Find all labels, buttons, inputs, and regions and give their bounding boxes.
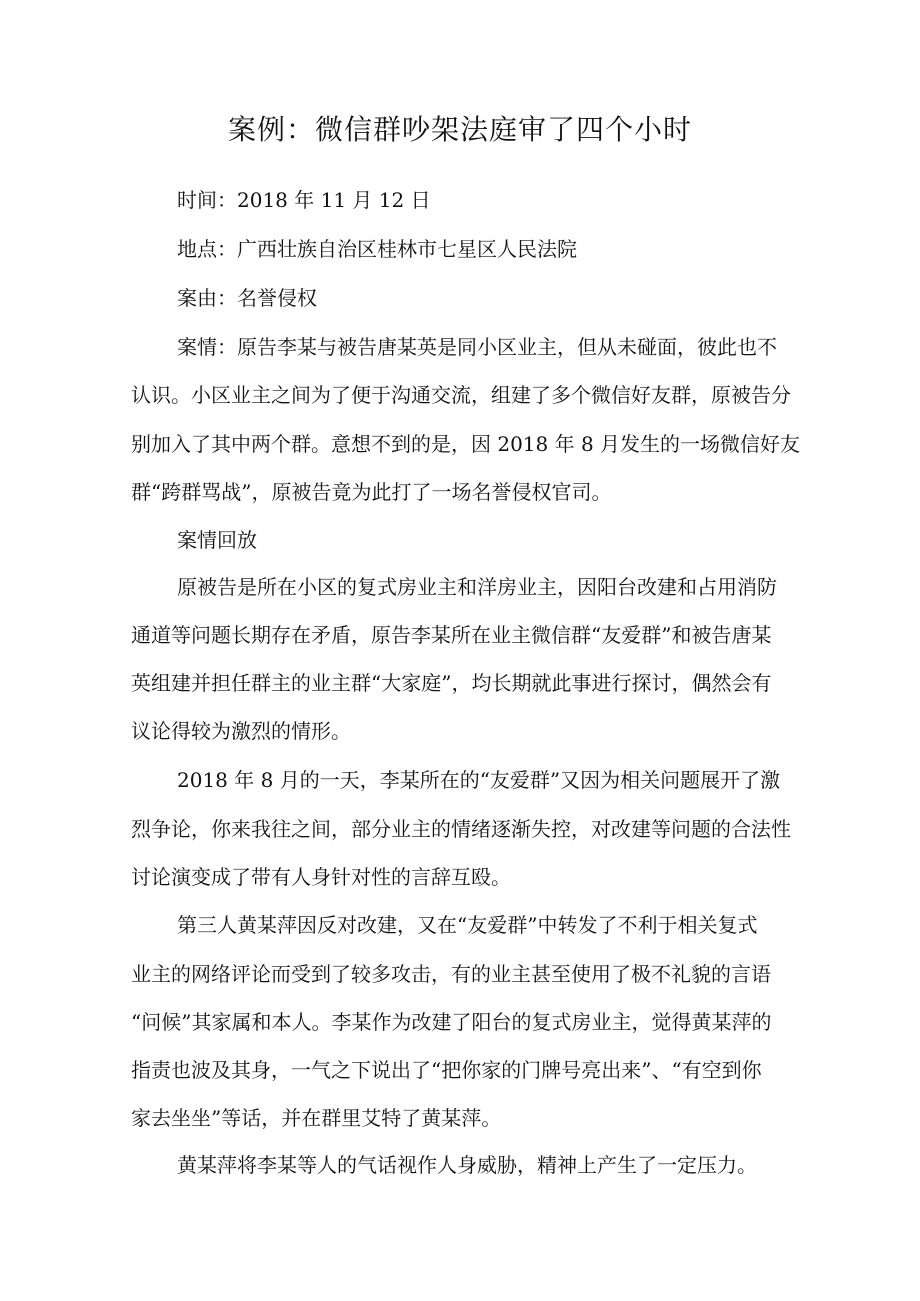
meta-place: 地点：广西壮族自治区桂林市七星区人民法院 bbox=[177, 237, 577, 261]
paragraph-line: 讨论演变成了带有人身针对性的言辞互殴。 bbox=[131, 865, 511, 889]
paragraph-line: 英组建并担任群主的业主群“大家庭”，均长期就此事进行探讨，偶然会有 bbox=[131, 671, 772, 695]
paragraph-line: 认识。小区业主之间为了便于沟通交流，组建了多个微信好友群，原被告分 bbox=[131, 383, 791, 407]
paragraph-line: 原被告是所在小区的复式房业主和洋房业主，因阳台改建和占用消防 bbox=[177, 575, 777, 599]
meta-time: 时间：2018 年 11 月 12 日 bbox=[177, 188, 431, 212]
document-title: 案例：微信群吵架法庭审了四个小时 bbox=[227, 113, 692, 146]
section-heading: 案情回放 bbox=[177, 528, 257, 552]
paragraph-line: 指责也波及其身，一气之下说出了“把你家的门牌号亮出来”、“有空到你 bbox=[131, 1058, 762, 1082]
paragraph-line: 第三人黄某萍因反对改建，又在“友爱群”中转发了不利于相关复式 bbox=[177, 913, 758, 937]
paragraph-line: 议论得较为激烈的情形。 bbox=[131, 719, 351, 743]
paragraph-line: “问候”其家属和本人。李某作为改建了阳台的复式房业主，觉得黄某萍的 bbox=[131, 1010, 772, 1034]
meta-cause: 案由：名誉侵权 bbox=[177, 286, 317, 310]
paragraph-line: 别加入了其中两个群。意想不到的是，因 2018 年 8 月发生的一场微信好友 bbox=[131, 432, 801, 456]
paragraph-line: 群“跨群骂战”，原被告竟为此打了一场名誉侵权官司。 bbox=[131, 480, 612, 504]
paragraph-line: 业主的网络评论而受到了较多攻击，有的业主甚至使用了极不礼貌的言语 bbox=[131, 962, 771, 986]
paragraph-line: 家去坐坐”等话，并在群里艾特了黄某萍。 bbox=[131, 1106, 502, 1130]
paragraph-line: 2018 年 8 月的一天，李某所在的“友爱群”又因为相关问题展开了激 bbox=[177, 768, 781, 792]
paragraph-line: 烈争论，你来我往之间，部分业主的情绪逐渐失控，对改建等问题的合法性 bbox=[131, 817, 791, 841]
paragraph-line: 案情：原告李某与被告唐某英是同小区业主，但从未碰面，彼此也不 bbox=[177, 335, 777, 359]
paragraph-line: 通道等问题长期存在矛盾，原告李某所在业主微信群“友爱群”和被告唐某 bbox=[131, 623, 772, 647]
paragraph-line: 黄某萍将李某等人的气话视作人身威胁，精神上产生了一定压力。 bbox=[177, 1153, 757, 1177]
